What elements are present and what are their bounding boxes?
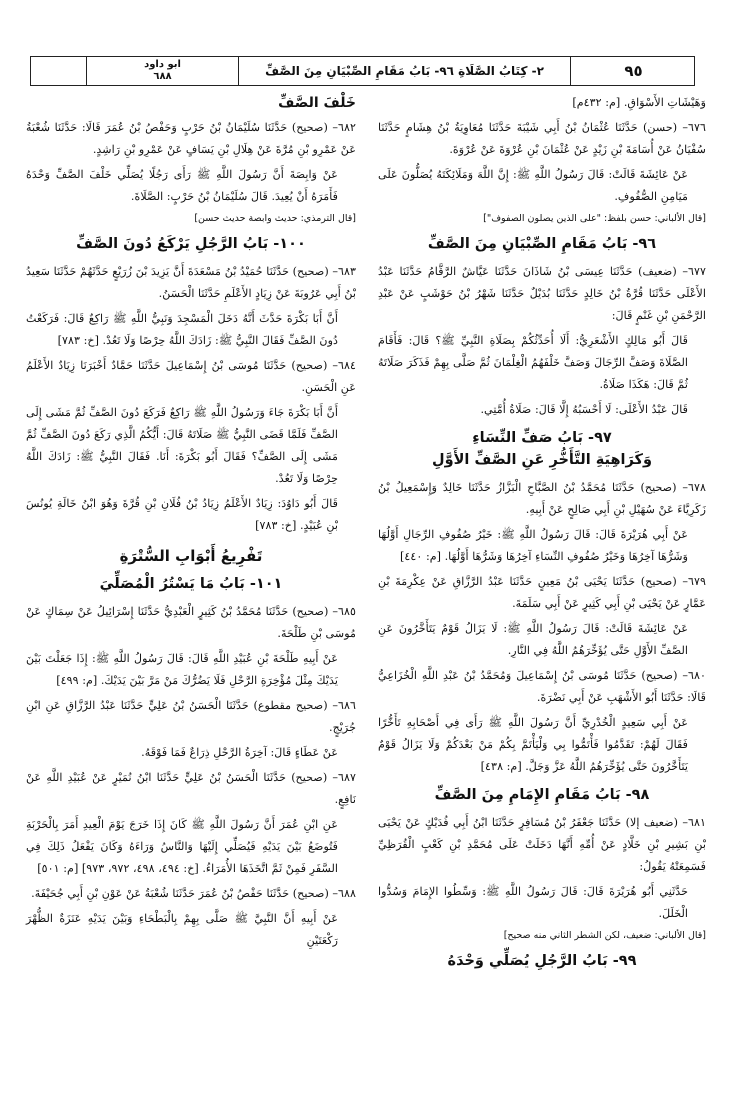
chapter-97-subheading: وَكَرَاهِيَةِ التَّأَخُّرِ عَنِ الصَّفِّ الأَوَّلِ (432, 452, 652, 468)
hadith-685-matn: عَنْ أَبِيهِ طَلْحَةَ بْنِ عُبَيْدِ اللَّهِ قَالَ: قَالَ رَسُولُ اللَّهِ ﷺ: إِذَا جَعَلْتَ بَيْنَ يَدَيْكَ مِثْلَ مُؤْخِرَةِ الرَّحْلِ فَلَا يَضُرُّكَ مَنْ مَرَّ بَيْنَ يَدَيْكَ. [م: ٤٩٩] (26, 652, 338, 687)
left-column (26, 92, 356, 1107)
hadith-680: ٦٨٠– (صحيح) حَدَّثَنَا مُوسَى بْنُ إِسْمَاعِيلَ وَمُحَمَّدُ بْنُ عَبْدِ اللَّهِ الْخُزَاعِيُّ قَالَا: حَدَّثَنَا أَبُو الأَشْهَبِ عَنْ أَبِي نَضْرَةَ. (378, 669, 706, 704)
hadith-677: ٦٧٧– (ضعيف) حَدَّثَنَا عِيسَى بْنُ شَاذَانَ حَدَّثَنَا عَيَّاشٌ الرَّقَّامُ حَدَّثَنَا عَبْدُ الأَعْلَى حَدَّثَنَا قُرَّةُ بْنُ خَالِدٍ حَدَّثَنَا بُدَيْلٌ حَدَّثَنَا شَهْرُ بْنُ حَوْشَبٍ عَنْ عَبْدِ الرَّحْمَنِ بْنِ غَنْمٍ قَالَ: (378, 265, 706, 322)
hadith-686: ٦٨٦– (صحيح مقطوع) حَدَّثَنَا الْحَسَنُ بْنُ عَلِيٍّ حَدَّثَنَا عَبْدُ الرَّزَّاقِ عَنِ ابْنِ جُرَيْجٍ. (26, 699, 356, 734)
hadith-683-matn: أَنَّ أَبَا بَكْرَةَ حَدَّثَ أَنَّهُ دَخَلَ الْمَسْجِدَ وَنَبِيُّ اللَّهِ ﷺ رَاكِعٌ قَالَ: فَرَكَعْتُ دُونَ الصَّفِّ فَقَالَ النَّبِيُّ ﷺ: زَادَكَ اللَّهُ حِرْصًا وَلَا تَعُدْ. [خ: ٧٨٣] (26, 312, 338, 347)
hadith-681: ٦٨١– (ضعيف إلا) حَدَّثَنَا جَعْفَرُ بْنُ مُسَافِرٍ حَدَّثَنَا ابْنُ أَبِي فُدَيْكٍ عَنْ يَحْيَى بْنِ بَشِيرِ بْنِ خَلَّادٍ عَنْ أُمِّهِ أَنَّهَا دَخَلَتْ عَلَى مُحَمَّدِ بْنِ كَعْبٍ الْقُرَظِيِّ فَسَمِعَتْهُ يَقُولُ: (378, 816, 706, 873)
note-681: [قال الألباني: ضعيف، لكن الشطر الثاني منه صحيح] (503, 930, 706, 941)
hadith-682-matn: عَنْ وَابِصَةَ أَنَّ رَسُولَ اللَّهِ ﷺ رَأَى رَجُلًا يُصَلِّي خَلْفَ الصَّفِّ وَحْدَهُ فَأَمَرَهُ أَنْ يُعِيدَ. قَالَ سُلَيْمَانُ بْنُ حَرْبٍ: الصَّلَاةَ. (26, 168, 338, 203)
hadith-680-matn: عَنْ أَبِي سَعِيدٍ الْخُدْرِيِّ أَنَّ رَسُولَ اللَّهِ ﷺ رَأَى فِي أَصْحَابِهِ تَأَخُّرًا فَقَالَ لَهُمْ: تَقَدَّمُوا فَأْتَمُّوا بِي وَلْيَأْتَمَّ بِكُمْ مَنْ بَعْدَكُمْ وَلَا يَزَالُ قَوْمٌ يَتَأَخَّرُونَ حَتَّى يُؤَخِّرَهُمُ اللَّهُ عَزَّ وَجَلَّ. [م: ٤٣٨] (378, 716, 688, 773)
right-column (378, 92, 706, 1107)
header-empty-cell (31, 57, 87, 85)
hadith-685: ٦٨٥– (صحيح) حَدَّثَنَا مُحَمَّدُ بْنُ كَثِيرٍ الْعَبْدِيُّ حَدَّثَنَا إِسْرَائِيلُ عَنْ سِمَاكٍ عَنْ مُوسَى بْنِ طَلْحَةَ. (26, 605, 356, 640)
hadith-679: ٦٧٩– (صحيح) حَدَّثَنَا يَحْيَى بْنُ مَعِينٍ حَدَّثَنَا عَبْدُ الرَّزَّاقِ عَنْ عِكْرِمَةَ بْنِ عَمَّارٍ عَنْ يَحْيَى بْنِ أَبِي كَثِيرٍ عَنْ أَبِي سَلَمَةَ. (378, 575, 706, 610)
hadith-681-matn: حَدَّثَنِي أَبُو هُرَيْرَةَ قَالَ: قَالَ رَسُولُ اللَّهِ ﷺ: وَسِّطُوا الإِمَامَ وَسُدُّوا الْخَلَلَ. (378, 885, 688, 920)
chapter-99-heading: ٩٩- بَابُ الرَّجُلِ يُصَلِّي وَحْدَهُ (447, 953, 637, 969)
hadith-676-matn: عَنْ عَائِشَةَ قَالَتْ: قَالَ رَسُولُ اللَّهِ ﷺ: إِنَّ اللَّهَ وَمَلَائِكَتَهُ يُصَلُّونَ عَلَى مَيَامِنِ الصُّفُوفِ. (378, 168, 688, 203)
hadith-687: ٦٨٧– (صحيح) حَدَّثَنَا الْحَسَنُ بْنُ عَلِيٍّ حَدَّثَنَا ابْنُ نُمَيْرٍ عَنْ عُبَيْدِ اللَّهِ عَنْ نَافِعٍ. (26, 771, 356, 806)
hadith-678-matn: عَنْ أَبِي هُرَيْرَةَ قَالَ: قَالَ رَسُولُ اللَّهِ ﷺ: خَيْرُ صُفُوفِ الرِّجَالِ أَوَّلُهَا وَشَرُّهَا آخِرُهَا وَخَيْرُ صُفُوفِ النِّسَاءِ آخِرُهَا وَشَرُّهَا أَوَّلُهَا. [م: ٤٤٠] (378, 528, 688, 563)
hadith-684: ٦٨٤– (صحيح) حَدَّثَنَا مُوسَى بْنُ إِسْمَاعِيلَ حَدَّثَنَا حَمَّادٌ أَخْبَرَنَا زِيَادٌ الأَعْلَمُ عَنِ الْحَسَنِ. (26, 359, 356, 394)
page-header (30, 56, 695, 86)
chapter-98-heading: ٩٨- بَابُ مَقَامِ الإِمَامِ مِنَ الصَّفِّ (434, 787, 650, 803)
hadith-688-matn: عَنْ أَبِيهِ أَنَّ النَّبِيَّ ﷺ صَلَّى بِهِمْ بِالْبَطْحَاءِ وَبَيْنَ يَدَيْهِ عَنَزَةٌ الظُّهْرَ رَكْعَتَيْنِ (26, 912, 338, 947)
header-author: ابو داود (144, 59, 181, 70)
chapter-96-heading: ٩٦- بَابُ مَقَامِ الصِّبْيَانِ مِنَ الصَّفِّ (427, 236, 657, 252)
hadith-682: ٦٨٢– (صحيح) حَدَّثَنَا سُلَيْمَانُ بْنُ حَرْبٍ وَحَفْصُ بْنُ عُمَرَ قَالَا: حَدَّثَنَا شُعْبَةُ عَنْ عَمْرِو بْنِ مُرَّةَ عَنْ هِلَالِ بْنِ يَسَافٍ عَنْ عَمْرِو بْنِ رَاشِدٍ. (26, 121, 356, 156)
note-682: [قال الترمذي: حديث وابصة حديث حسن] (194, 213, 356, 224)
hadith-688: ٦٨٨– (صحيح) حَدَّثَنَا حَفْصُ بْنُ عُمَرَ حَدَّثَنَا شُعْبَةُ عَنْ عَوْنِ بْنِ أَبِي جُحَيْفَةَ. (31, 887, 356, 900)
chapter-100-heading: ١٠٠- بَابُ الرَّجُلِ يَرْكَعُ دُونَ الصَّفِّ (76, 236, 306, 252)
hadith-686-matn: عَنْ عَطَاءٍ قَالَ: آخِرَةُ الرَّحْلِ ذِرَاعٌ فَمَا فَوْقَهُ. (141, 746, 338, 759)
hadith-676: ٦٧٦– (حسن) حَدَّثَنَا عُثْمَانُ بْنُ أَبِي شَيْبَةَ حَدَّثَنَا مُعَاوِيَةُ بْنُ هِشَامٍ حَدَّثَنَا سُفْيَانُ عَنْ أُسَامَةَ بْنِ زَيْدٍ عَنْ عُثْمَانَ بْنِ عُرْوَةَ عَنْ عُرْوَةَ. (378, 121, 706, 156)
hadith-683: ٦٨٣– (صحيح) حَدَّثَنَا حُمَيْدُ بْنُ مَسْعَدَةَ أَنَّ يَزِيدَ بْنَ زُرَيْعٍ حَدَّثَهُمْ حَدَّثَنَا سَعِيدُ بْنُ أَبِي عَرُوبَةَ عَنْ زِيَادٍ الأَعْلَمِ حَدَّثَنَا الْحَسَنُ. (26, 265, 356, 300)
page-number: ٩٥ (624, 62, 643, 80)
hadith-687-matn: عَنِ ابْنِ عُمَرَ أَنَّ رَسُولَ اللَّهِ ﷺ كَانَ إِذَا خَرَجَ يَوْمَ الْعِيدِ أَمَرَ بِالْحَرْبَةِ فَتُوضَعُ بَيْنَ يَدَيْهِ فَيُصَلِّي إِلَيْهَا وَالنَّاسُ وَرَاءَهُ وَكَانَ يَفْعَلُ ذَلِكَ فِي السَّفَرِ فَمِنْ ثَمَّ اتَّخَذَهَا الأُمَرَاءُ. [خ: ٤٩٤، ٤٩٨، ٩٧٢، ٩٧٣] [م: ٥٠١] (26, 818, 338, 875)
header-title: ٢- كِتَابُ الصَّلَاةِ ٩٦- بَابُ مَقَامِ الصِّبْيَانِ مِنَ الصَّفِّ (239, 57, 571, 85)
hadith-684-matn: أَنَّ أَبَا بَكْرَةَ جَاءَ وَرَسُولُ اللَّهِ ﷺ رَاكِعٌ فَرَكَعَ دُونَ الصَّفِّ ثُمَّ مَشَى إِلَى الصَّفِّ فَلَمَّا قَضَى النَّبِيُّ ﷺ صَلَاتَهُ قَالَ: أَيُّكُمُ الَّذِي رَكَعَ دُونَ الصَّفِّ ثُمَّ مَشَى إِلَى الصَّفِّ؟ فَقَالَ أَبُو بَكْرَةَ: أَنَا. فَقَالَ النَّبِيُّ ﷺ: زَادَكَ اللَّهُ حِرْصًا وَلَا تَعُدْ. (26, 406, 338, 485)
section-heading: تَفْرِيعُ أَبْوَابِ السُّتْرَةِ (119, 547, 263, 565)
hadith-677-comment: قَالَ عَبْدُ الأَعْلَى: لَا أَحْسَبُهُ إِلَّا قَالَ: صَلَاةُ أُمَّتِي. (480, 403, 688, 416)
chapter-101-heading: ١٠١- بَابُ مَا يَسْتُرُ الْمُصَلِّيَ (99, 576, 283, 592)
hadith-679-matn: عَنْ عَائِشَةَ قَالَتْ: قَالَ رَسُولُ اللَّهِ ﷺ: لَا يَزَالُ قَوْمٌ يَتَأَخَّرُونَ عَنِ الصَّفِّ الأَوَّلِ حَتَّى يُؤَخِّرَهُمُ اللَّهُ فِي النَّارِ. (378, 622, 688, 657)
note-676: [قال الألباني: حسن بلفظ: "على الذين يصلون الصفوف"] (483, 213, 706, 224)
hadith-678: ٦٧٨– (صحيح) حَدَّثَنَا مُحَمَّدُ بْنُ الصَّبَّاحِ الْبَزَّازُ حَدَّثَنَا خَالِدٌ وَإِسْمَعِيلُ بْنُ زَكَرِيَّاءَ عَنْ سُهَيْلِ بْنِ أَبِي صَالِحٍ عَنْ أَبِيهِ. (378, 481, 706, 516)
header-book-info (87, 57, 239, 85)
hadith-677-matn: قَالَ أَبُو مَالِكٍ الأَشْعَرِيُّ: أَلَا أُحَدِّثُكُمْ بِصَلَاةِ النَّبِيِّ ﷺ؟ قَالَ: فَأَقَامَ الصَّلَاةَ وَصَفَّ الرِّجَالَ وَصَفَّ خَلْفَهُمُ الْغِلْمَانَ ثُمَّ صَلَّى بِهِمْ فَذَكَرَ صَلَاتَهُ ثُمَّ قَالَ: هَكَذَا صَلَاةُ. (378, 334, 688, 391)
chapter-99-continuation: خَلْفَ الصَّفِّ (278, 95, 356, 111)
header-volume-page: ٦٨٨ (153, 71, 172, 82)
chapter-97-heading: ٩٧- بَابُ صَفِّ النِّسَاءِ (472, 430, 612, 446)
hadith-684-comment: قَالَ أَبُو دَاوُدَ: زِيَادٌ الأَعْلَمُ زِيَادُ بْنُ فُلَانِ بْنِ قُرَّةَ وَهُوَ ابْنُ خَالَةِ يُونُسَ بْنِ عُبَيْدٍ. [خ: ٧٨٣] (26, 497, 338, 532)
text-line: وَهَيْشَاتِ الأَسْوَاقِ. [م: ٤٣٢م] (572, 96, 706, 109)
